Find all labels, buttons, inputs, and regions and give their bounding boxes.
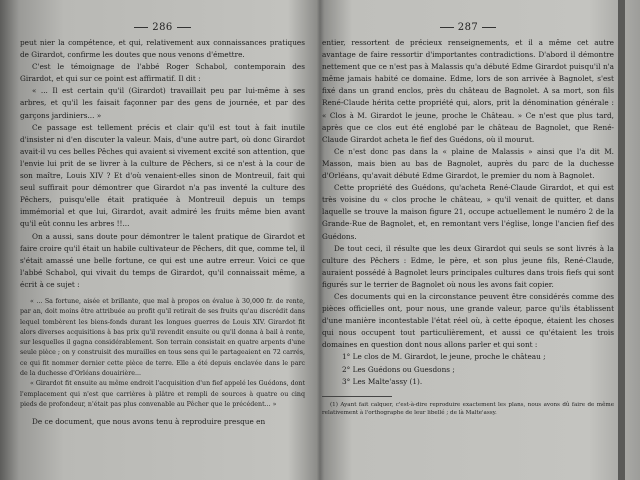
page-number-dash: [482, 27, 496, 28]
page-edge-shadow: [618, 0, 625, 480]
paragraph: peut nier la compétence, et qui, relativement aux connaissances pratiques de Girardot, confirme les doutes que nous venons d'émettre.: [20, 38, 305, 60]
paragraph: Ce passage est tellement précis et clair qu'il est tout à fait inutile d'insister ni d'en discuter la valeur. Mais, d'une autre part, où donc Girardot avait-il vu ces belles Pêches qui avaient si vivement excité son attention, que l'envie lui prit de se livrer à la culture de Pêchers, si ce n'est à la cour de son maître, Louis XIV ? Et d'où venaient-elles sinon de Montreuil, fait qui seul suffirait pour démontrer que Girardot n'a pas inventé la culture des Pêchers, puisqu'elle était pratiquée à Montreuil depuis un temps immémorial et que lui, Girardot, avait admiré les fruits même bien avant qu'il eût connu les arbres !!...: [20, 122, 305, 229]
paragraph: « ... Il est certain qu'il (Girardot) travaillait peu par lui-même à ses arbres, et qu'il les faisait façonner par des gens de journée, et par des garçons jardiniers... »: [20, 86, 305, 120]
paragraph: Cette propriété des Guédons, qu'acheta René-Claude Girardot, et qui est très voisine du « clos proche le château, » qu'il venait de quitter, et dans laquelle se trouve la maison figure 21, occupe actuellement le numéro 2 de la Grande-Rue de Bagnolet, et, en remontant vers l'église, longe l'ancien fief des Guédons.: [322, 183, 614, 241]
footnote: (1) Ayant fait calquer, c'est-à-dire reproduire exactement les plans, nous avons dû faire de même relativement à l'orthographe de leur libellé ; de là Malte'assy.: [322, 401, 614, 416]
list-item: 2° Les Guédons ou Guesdons ;: [342, 364, 455, 374]
left-page: [20, 22, 305, 480]
paragraph: De tout ceci, il résulte que les deux Girardot qui seuls se sont livrés à la culture des Pêchers : Edme, le père, et son plus jeune fils, René-Claude, auraient possédé à Bagnolet leurs principales cultures dans trois fiefs qui sont figurés sur le terrier de Bagnolet où nous les avons fait copier.: [322, 243, 614, 289]
footnote-divider: [322, 396, 392, 397]
page-number-dash: [177, 27, 191, 28]
list-item: 3° Les Malte'assy (1).: [342, 376, 423, 386]
page-number-right: [322, 22, 614, 33]
quote-block: « ... Sa fortune, aisée et brillante, que mal à propos on évalue à 30,000 fr. de rente, par an, doit moins être attribuée au profit qu'il retirait de ses fruits qu'au discrédit dans lequel tombèrent les biens-fonds durant les longues guerres de Louis XIV. Girardot fit alors diverses acquisitions à bas prix qu'il revendit ensuite ou qu'il donna à bail à rente, sur lesquelles il gagna considérablement. Son terrain consistait en quatre arpents d'une seule pièce ; on y construisit des murailles en tous sens qui le partageaient en 72 carrés, ce qui fit nommer dernier cette pièce de terre. Elle a été depuis enclavée dans le parc de la duchesse d'Orléans douairière...: [20, 297, 305, 378]
paragraph: On a aussi, sans doute pour démontrer le talent pratique de Girardot et faire croire qu'il était un habile cultivateur de Pêchers, dit que, comme tel, il s'était amassé une belle fortune, ce qui est une autre erreur. Voici ce que l'abbé Schabol, qui vivait du temps de Girardot, qu'il connaissait même, a écrit à ce sujet :: [20, 231, 305, 289]
page-number-dash: [134, 27, 148, 28]
paragraph: De ce document, que nous avons tenu à reproduire presque en: [32, 417, 266, 427]
quote-block: « Girardot fit ensuite au même endroit l'acquisition d'un fief appelé les Guédons, dont l'emplacement qui n'est que carrières à plâtre et rempli de sources à quatre ou cinq pieds de profondeur, n'était pas plus convenable au Pêcher que le précédent... »: [20, 380, 305, 408]
paragraph: C'est le témoignage de l'abbé Roger Schabol, contemporain des Girardot, et qui sur ce point est affirmatif. Il dit :: [20, 62, 305, 84]
list-item: 1° Le clos de M. Girardot, le jeune, proche le château ;: [342, 352, 546, 362]
paragraph: entier, ressortent de précieux renseignements, et il a même cet autre avantage de faire ressortir d'importantes contradictions. D'abord il démontre nettement que ce n'est pas à Malassis qu'a débuté Edme Girardot puisqu'il n'a même jamais habité ce domaine. Edme, lors de son arrivée à Bagnolet, s'est fixé dans un grand enclos, près du château de Bagnolet. A sa mort, son fils René-Claude hérita cette propriété qui, alors, prit la dénomination générale : « Clos à M. Girardot le jeune, proche le Château. » Ce n'est que plus tard, après que ce clos eut été englobé par le château de Bagnolet, que René-Claude Girardot acheta le fief des Guédons, où il mourut.: [322, 38, 614, 144]
page-number-left: [20, 22, 305, 33]
page-number-text: 286: [152, 22, 173, 33]
paragraph: Ces documents qui en la circonstance peuvent être considérés comme des pièces officielles ont, pour nous, une grande valeur, parce qu'ils établissent d'une manière incontestable l'état réel où, à cette époque, étaient les choses qui nous occupent tout particulièrement, et aussi ce qu'étaient les trois domaines en question dont nous allons parler et qui sont :: [322, 291, 614, 350]
right-page: [322, 22, 614, 480]
page-number-text: 287: [457, 22, 479, 33]
page-number-dash: [440, 27, 454, 28]
paragraph: Ce n'est donc pas dans la « plaine de Malassis » ainsi que l'a dit M. Masson, mais bien au bas de Bagnolet, auprès du parc de la duchesse d'Orléans, qu'avait débuté Edme Girardot, le premier du nom à Bagnolet.: [322, 146, 614, 181]
